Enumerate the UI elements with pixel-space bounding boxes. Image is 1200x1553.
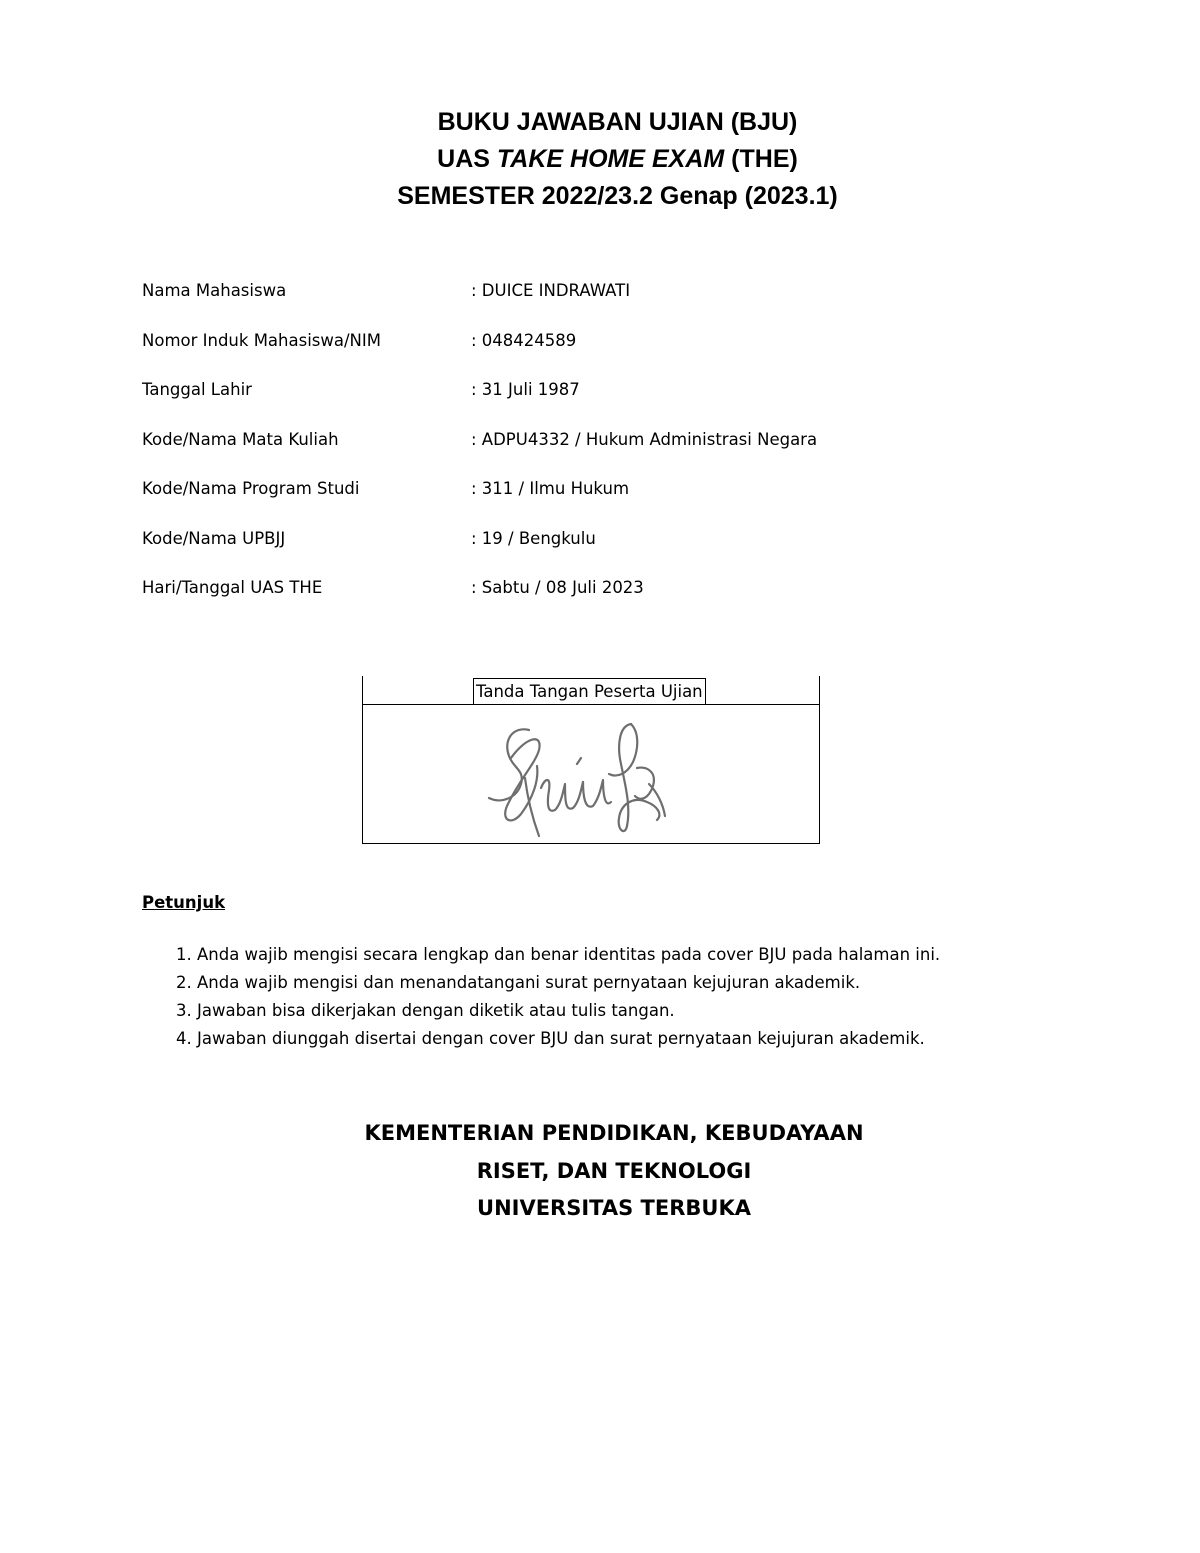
petunjuk-item: 3. Jawaban bisa dikerjakan dengan diketik atau tulis tangan. xyxy=(176,1001,675,1020)
title-line-2-italic: TAKE HOME EXAM xyxy=(496,145,725,173)
identity-row-tanggal-lahir xyxy=(142,376,1042,426)
identity-label: Kode/Nama Mata Kuliah xyxy=(142,429,339,449)
identity-row-hari-tanggal xyxy=(142,574,1042,624)
title-line-2-suffix: (THE) xyxy=(724,145,798,173)
identity-value: : 311 / Ilmu Hukum xyxy=(471,479,630,498)
identity-row-nim xyxy=(142,327,1042,377)
identity-row-nama xyxy=(142,277,1042,327)
footer-line-3: UNIVERSITAS TERBUKA xyxy=(477,1196,751,1220)
petunjuk-item: 1. Anda wajib mengisi secara lengkap dan benar identitas pada cover BJU pada halaman ini. xyxy=(176,945,941,964)
identity-label: Nama Mahasiswa xyxy=(142,281,287,300)
identity-label: Tanggal Lahir xyxy=(142,380,252,399)
petunjuk-item: 2. Anda wajib mengisi dan menandatangani surat pernyataan kejujuran akademik. xyxy=(176,973,861,992)
footer-line-2: RISET, DAN TEKNOLOGI xyxy=(476,1158,752,1183)
identity-label: Kode/Nama UPBJJ xyxy=(142,528,286,548)
title-line-2 xyxy=(0,141,1200,178)
identity-section xyxy=(142,277,1042,624)
title-line-3: SEMESTER 2022/23.2 Genap (2023.1) xyxy=(397,182,838,210)
identity-row-mata-kuliah xyxy=(142,426,1042,476)
identity-value: : 31 Juli 1987 xyxy=(471,380,580,399)
petunjuk-heading: Petunjuk xyxy=(142,893,226,912)
identity-value: : DUICE INDRAWATI xyxy=(471,281,631,300)
footer-line-1: KEMENTERIAN PENDIDIKAN, KEBUDAYAAN xyxy=(364,1121,864,1145)
signature-box xyxy=(362,676,820,844)
document-title xyxy=(0,104,1200,215)
identity-value: : 19 / Bengkulu xyxy=(471,528,596,548)
handwritten-signature xyxy=(481,718,681,843)
title-line-1: BUKU JAWABAN UJIAN (BJU) xyxy=(437,108,798,136)
title-line-2-prefix: UAS xyxy=(437,145,497,173)
identity-value: : ADPU4332 / Hukum Administrasi Negara xyxy=(471,429,818,449)
identity-value: : Sabtu / 08 Juli 2023 xyxy=(471,578,644,597)
petunjuk-list xyxy=(176,941,1176,1053)
identity-row-upbjj xyxy=(142,525,1042,575)
identity-row-program-studi xyxy=(142,475,1042,525)
identity-label: Nomor Induk Mahasiswa/NIM xyxy=(142,330,381,350)
identity-value: : 048424589 xyxy=(471,330,577,350)
signature-caption: Tanda Tangan Peserta Ujian xyxy=(473,678,706,705)
identity-label: Kode/Nama Program Studi xyxy=(142,479,360,498)
petunjuk-item: 4. Jawaban diunggah disertai dengan cover BJU dan surat pernyataan kejujuran akademik. xyxy=(176,1029,925,1048)
institution-footer xyxy=(0,1115,1200,1228)
identity-label: Hari/Tanggal UAS THE xyxy=(142,578,323,597)
